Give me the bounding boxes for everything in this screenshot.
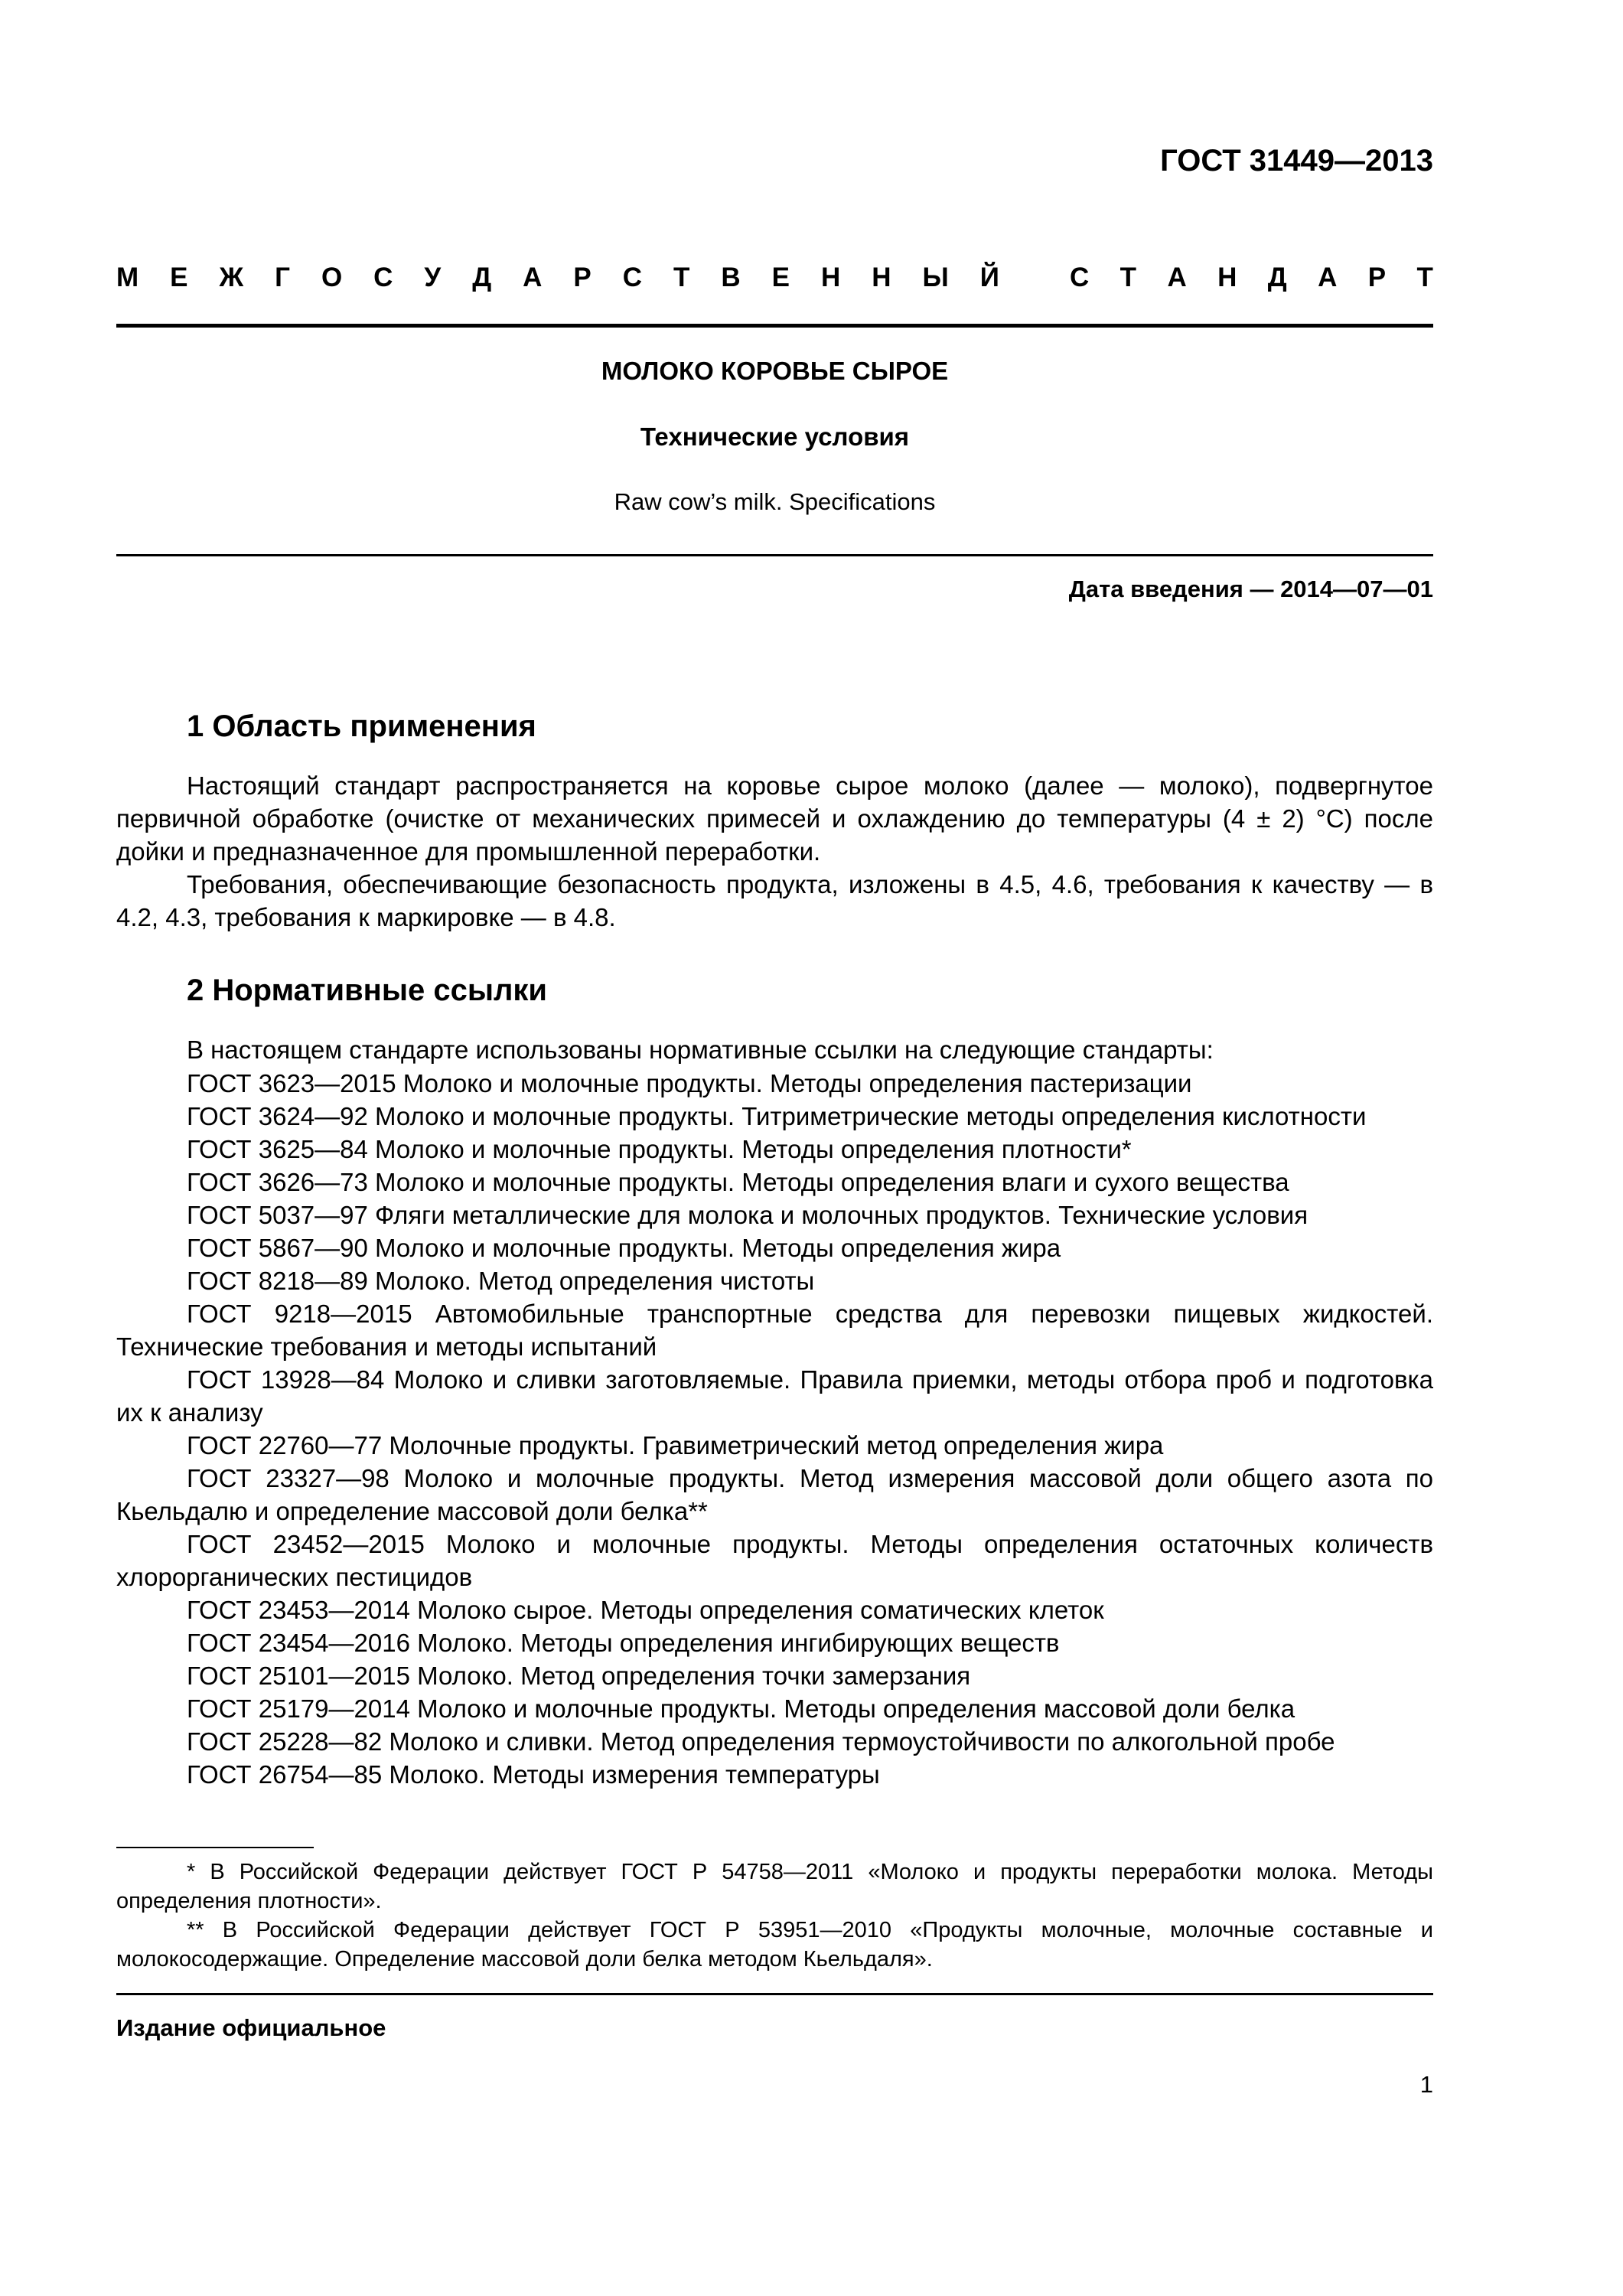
reference-item (116, 1528, 1433, 1593)
reference-item (116, 1166, 1433, 1199)
official-edition-label: Издание официальное (116, 2014, 386, 2041)
reference-item (116, 1626, 1433, 1659)
reference-title: Молоко. Метод определения точки замерзания (417, 1662, 971, 1690)
reference-item (116, 1692, 1433, 1725)
reference-code: ГОСТ 26754—85 (187, 1760, 383, 1789)
references-intro (116, 1033, 1433, 1066)
reference-item (116, 1593, 1433, 1626)
footnote: ** В Российской Федерации действует ГОСТ Р 53951—2010 «Продукты молочные, молочные составные и молокосодержащие. Определение массовой доли белка методом Кьельдаля». (116, 1918, 1433, 1971)
reference-title: Молоко сырое. Методы определения соматических клеток (417, 1596, 1104, 1624)
section-2-heading: 2 Нормативные ссылки (187, 974, 548, 1007)
reference-code: ГОСТ 23454—2016 (187, 1629, 410, 1657)
document-code: ГОСТ 31449—2013 (1160, 144, 1433, 178)
reference-title: Молоко и молочные продукты. Методы определения плотности* (375, 1135, 1132, 1163)
reference-code: ГОСТ 3624—92 (187, 1102, 368, 1130)
reference-item (116, 1297, 1433, 1363)
reference-title: Молоко и молочные продукты. Методы определения влаги и сухого вещества (375, 1168, 1289, 1196)
reference-code: ГОСТ 23452—2015 (187, 1530, 425, 1558)
reference-title: Фляги металлические для молока и молочных продуктов. Технические условия (375, 1201, 1309, 1229)
interstate-word-1: М Е Ж Г О С У Д А Р С Т В Е Н Н Ы Й (116, 263, 999, 292)
reference-code: ГОСТ 25101—2015 (187, 1662, 410, 1690)
footer-rule (116, 1993, 1433, 1995)
reference-title: Молоко и молочные продукты. Метод измерения массовой доли общего азота по Кьельдалю и определение массовой доли белка** (116, 1464, 1434, 1525)
reference-code: ГОСТ 25179—2014 (187, 1694, 410, 1723)
reference-code: ГОСТ 5867—90 (187, 1234, 368, 1262)
reference-item (116, 1462, 1433, 1528)
reference-title: Молоко и молочные продукты. Методы определения остаточных количеств хлорорганических пестицидов (116, 1530, 1433, 1591)
document-title: МОЛОКО КОРОВЬЕ СЫРОЕ (601, 357, 949, 385)
reference-title: Молоко и молочные продукты. Титриметрические методы определения кислотности (375, 1102, 1367, 1130)
document-subtitle: Технические условия (640, 422, 910, 451)
interstate-standard-banner (116, 263, 1433, 293)
reference-item (116, 1264, 1433, 1297)
reference-code: ГОСТ 8218—89 (187, 1267, 368, 1295)
section-1-heading: 1 Область применения (187, 709, 536, 743)
reference-code: ГОСТ 5037—97 (187, 1201, 368, 1229)
reference-code: ГОСТ 23327—98 (187, 1464, 389, 1492)
reference-code: ГОСТ 25228—82 (187, 1727, 383, 1756)
reference-title: Молоко. Методы измерения температуры (389, 1760, 880, 1789)
reference-code: ГОСТ 3626—73 (187, 1168, 368, 1196)
reference-title: Молоко. Метод определения чистоты (375, 1267, 815, 1295)
reference-code: ГОСТ 3625—84 (187, 1135, 368, 1163)
section-1-paragraph: Требования, обеспечивающие безопасность продукта, изложены в 4.5, 4.6, требования к качеству — в 4.2, 4.3, требования к маркировке — в 4.8. (116, 870, 1433, 931)
document-title-english: Raw cow’s milk. Specifications (614, 488, 936, 515)
reference-title: Автомобильные транспортные средства для перевозки пищевых жидкостей. Технические требования и методы испытаний (116, 1300, 1433, 1361)
reference-item (116, 1067, 1433, 1100)
reference-title: Молоко и молочные продукты. Методы определения жира (375, 1234, 1061, 1262)
page-number: 1 (1419, 2071, 1433, 2098)
references-intro-text: В настоящем стандарте использованы нормативные ссылки на следующие стандарты: (187, 1035, 1214, 1064)
reference-item (116, 1133, 1433, 1166)
reference-item (116, 1725, 1433, 1758)
reference-item (116, 1758, 1433, 1791)
normative-references-list (116, 1067, 1433, 1791)
reference-title: Молоко и молочные продукты. Методы определения пастеризации (402, 1069, 1192, 1097)
reference-title: Молоко. Методы определения ингибирующих веществ (417, 1629, 1060, 1657)
reference-title: Молочные продукты. Гравиметрический метод определения жира (389, 1431, 1164, 1459)
reference-code: ГОСТ 23453—2014 (187, 1596, 410, 1624)
reference-code: ГОСТ 13928—84 (187, 1365, 385, 1394)
reference-item (116, 1100, 1433, 1133)
footnotes (116, 1857, 1433, 1974)
section-1-paragraph: Настоящий стандарт распространяется на коровье сырое молоко (далее — молоко), подвергнутое первичной обработке (очистке от механических примесей и охлаждению до температуры (4 ± 2) °С) после дойки и предназначенное для промышленной переработки. (116, 771, 1433, 866)
top-rule (116, 324, 1433, 328)
interstate-word-2: С Т А Н Д А Р Т (1070, 263, 1433, 292)
reference-code: ГОСТ 22760—77 (187, 1431, 383, 1459)
reference-code: ГОСТ 9218—2015 (187, 1300, 412, 1328)
reference-item (116, 1429, 1433, 1462)
reference-title: Молоко и молочные продукты. Методы определения массовой доли белка (417, 1694, 1295, 1723)
footnote-separator (116, 1847, 314, 1848)
reference-item (116, 1363, 1433, 1429)
reference-item (116, 1659, 1433, 1692)
reference-code: ГОСТ 3623—2015 (187, 1069, 396, 1097)
introduction-date: Дата введения — 2014—07—01 (1068, 576, 1433, 602)
reference-item (116, 1231, 1433, 1264)
reference-title: Молоко и сливки заготовляемые. Правила приемки, методы отбора проб и подготовка их к анализу (116, 1365, 1434, 1427)
section-1-body (116, 769, 1433, 934)
reference-title: Молоко и сливки. Метод определения термоустойчивости по алкогольной пробе (389, 1727, 1335, 1756)
footnote: * В Российской Федерации действует ГОСТ Р 54758—2011 «Молоко и продукты переработки молока. Методы определения плотности». (116, 1860, 1433, 1913)
title-rule (116, 554, 1433, 556)
reference-item (116, 1199, 1433, 1231)
